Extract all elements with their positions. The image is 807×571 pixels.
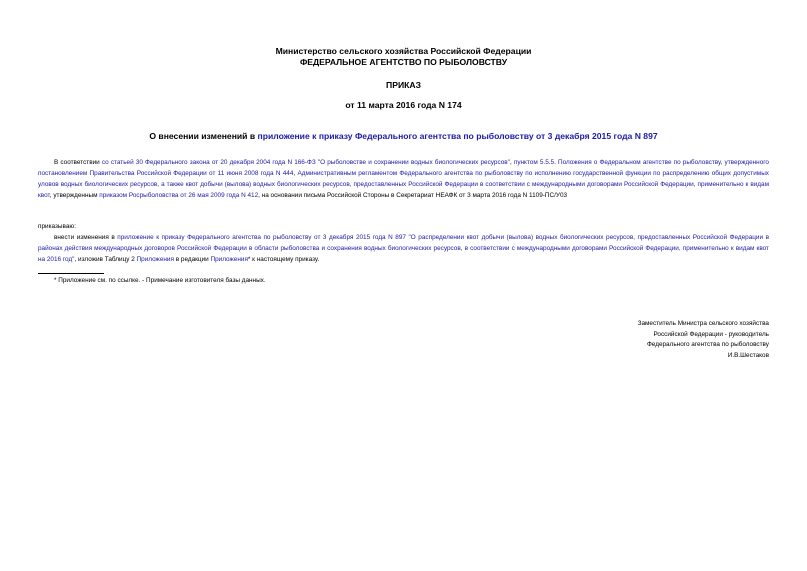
order-text-2: , изложив Таблицу 2 <box>74 256 137 263</box>
law-article-link[interactable]: со статьей 30 Федерального закона от 20 декабря 2004 года N 166-ФЗ "О рыболовстве и сохранении водных биологических ресурсов" <box>101 159 510 166</box>
signature-line-1: Заместитель Министра сельского хозяйства <box>637 320 769 327</box>
order-text-1: внести изменения в <box>54 234 118 241</box>
ministry-heading <box>0 46 807 68</box>
signature-block <box>638 319 769 361</box>
order-text-3: в редакции <box>173 256 211 263</box>
regulation-clause-link[interactable]: пунктом 5.5.5. Положения о Федеральном агентстве по рыболовству, утвержденного постановлением Правительства Российской Федерации от 11 июня 2008 года N 444 <box>38 159 769 177</box>
title-prefix: О внесении изменений в <box>149 131 258 141</box>
admin-regulation-link[interactable]: Административным регламентом Федерального агентства по рыболовству по исполнению государственной функции по распределению общих допустимых уловов водных биологических ресурсов, а также квот добычи (вылова) водных биологических ресурсов, предоставленных Российской Федерации в соответствии с международными договорами Российской Федерации, применительно к видам квот <box>38 170 769 199</box>
document-title <box>0 131 807 141</box>
footnote-divider <box>38 273 104 274</box>
ministry-name: Министерство сельского хозяйства Российской Федерации <box>275 46 532 56</box>
order-paragraph <box>38 232 769 265</box>
amended-order-link[interactable]: приложение к приказу Федерального агентства по рыболовству от 3 декабря 2015 года N 897 "О распределении квот добычи (вылова) водных биологических ресурсов, предоставленных Российской Федерации в районах действия международных договоров Российской Федерации в области рыболовства и сохранения водных биологических ресурсов, в соответствии с международными договорами Российской Федерации, применительно к видам квот на 2016 год" <box>38 234 769 263</box>
preamble-text-3: , <box>293 170 298 177</box>
document-date-number: от 11 марта 2016 года N 174 <box>345 100 462 110</box>
order-label: приказываю: <box>38 223 76 230</box>
signature-line-2: Российской Федерации - руководитель <box>653 330 769 338</box>
title-link[interactable]: приложение к приказу Федерального агентства по рыболовству от 3 декабря 2015 года N 897 <box>257 131 658 141</box>
preamble-text-5: , на основании письма Российской Стороны в Секретариат НЕАФК от 3 марта 2016 года N 1109-ПС/У03 <box>258 192 568 199</box>
agency-name: ФЕДЕРАЛЬНОЕ АГЕНТСТВО ПО РЫБОЛОВСТВУ <box>299 57 508 67</box>
preamble-text-4: , утвержденным <box>49 192 100 199</box>
footnote: * Приложение см. по ссылке. - Примечание изготовителя базы данных. <box>54 277 266 284</box>
rosrybolovstvo-order-link[interactable]: приказом Росрыболовства от 26 мая 2009 года N 412 <box>99 192 259 199</box>
preamble-text-2: , <box>509 159 514 166</box>
preamble-paragraph <box>38 157 769 201</box>
appendix-link-2[interactable]: Приложения <box>210 256 248 263</box>
preamble-text-1: В соответствии <box>54 159 102 166</box>
order-text-4: * к настоящему приказу. <box>247 256 320 263</box>
appendix-link-1[interactable]: Приложения <box>136 256 174 263</box>
signatory-name: И.В.Шестаков <box>727 351 769 359</box>
document-type: ПРИКАЗ <box>386 80 421 90</box>
signature-line-3: Федерального агентства по рыболовству <box>646 341 769 349</box>
